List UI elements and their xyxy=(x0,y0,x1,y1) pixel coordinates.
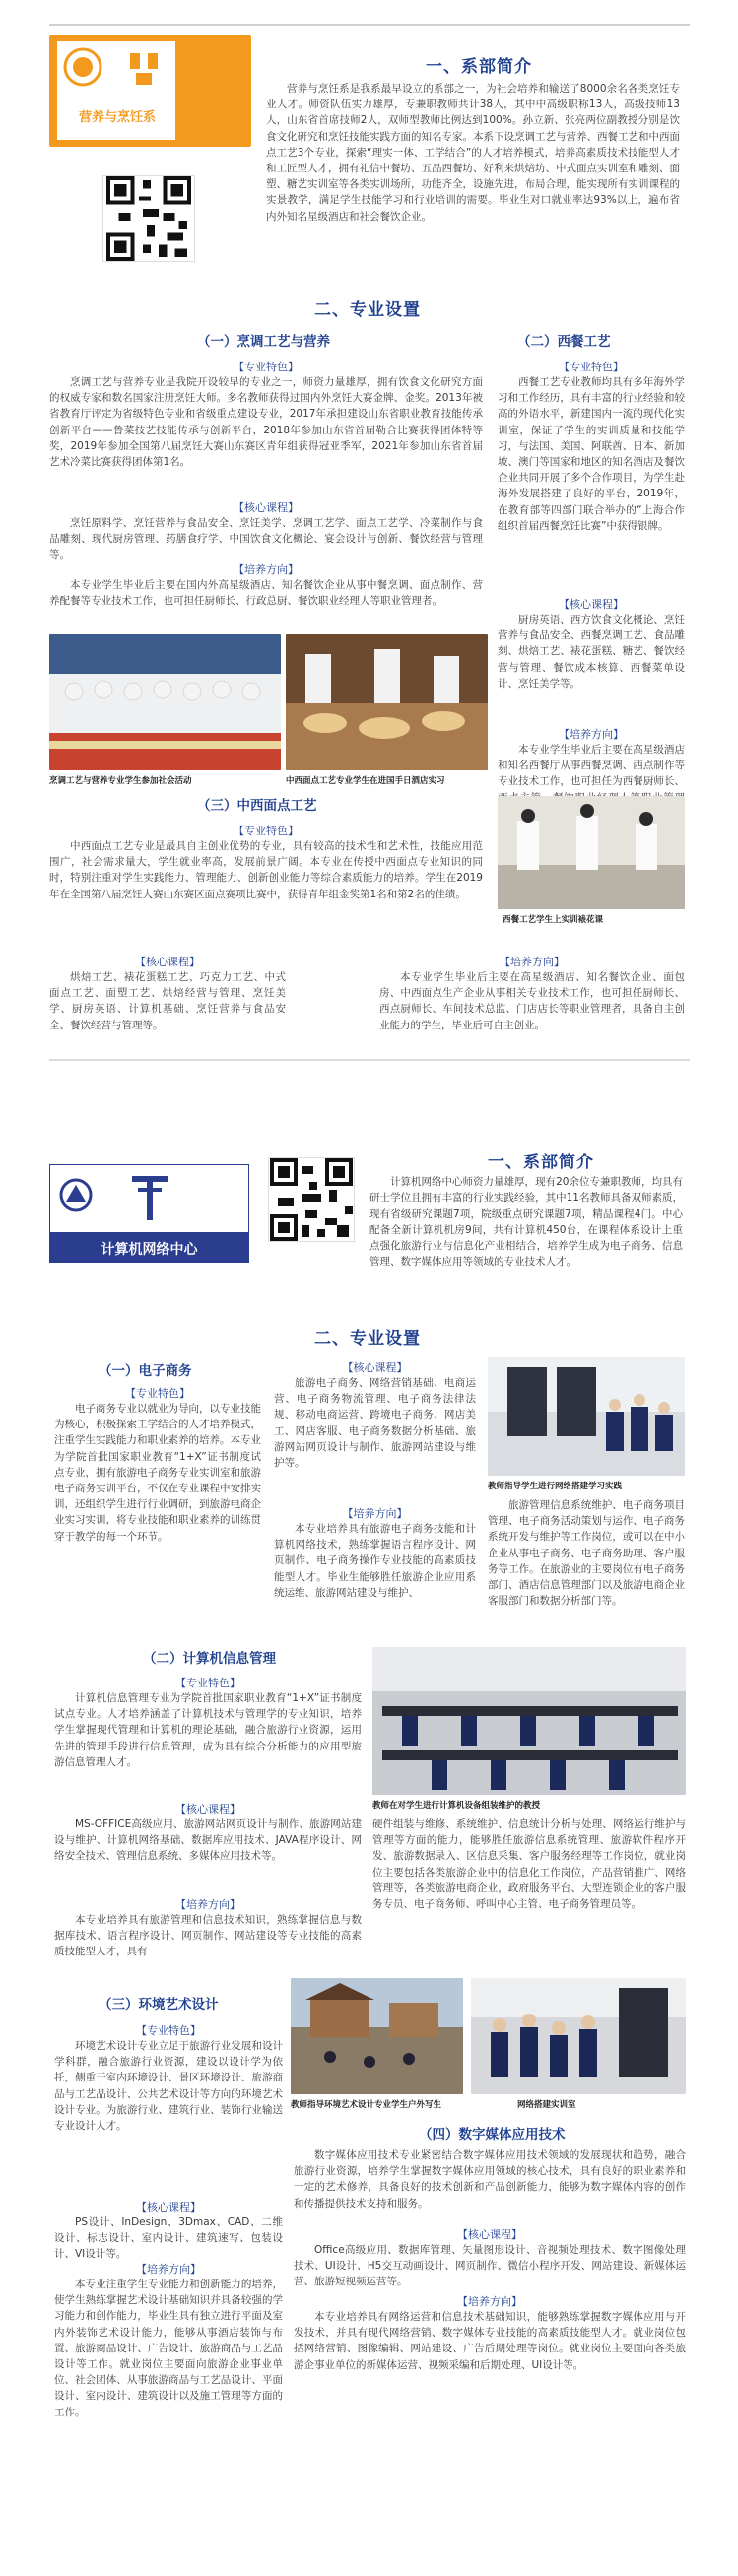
photo-network-practice xyxy=(488,1357,685,1476)
major-courses-text: 旅游电子商务、网络营销基础、电商运营、电子商务物流管理、电子商务法律法规、移动电商运营、跨境电子商务、网店美工、网店客服、电子商务数据分析基础、旅游网站网页设计与制作、旅游网站建设与维护等。 xyxy=(274,1377,476,1470)
photo-outdoor-sketch xyxy=(291,1978,463,2094)
photo-caption: 教师在对学生进行计算机设备组装维护的教授 xyxy=(372,1801,541,1811)
section-title-intro: 一、系部简介 xyxy=(488,1153,594,1171)
logo-text: 计算机网络中心 xyxy=(101,1242,198,1258)
major-career-text: 本专业注重学生专业能力和创新能力的培养，使学生熟练掌握艺术设计基础知识并具备较强的学习能力和创作能力，毕业生具有独立进行平面及室内外装饰艺术设计能力，能够从事酒店装饰与布置、旅游商品设计、广告设计、旅游商品与工艺品设计等工作。就业岗位主要面向旅游企业事业单位、社会团体、从事旅游商品与工艺品设计、平面设计、室内设计、建筑设计以及施工管理等方面的工作。 xyxy=(54,2279,283,2418)
major-title-ecommerce: （一）电子商务 xyxy=(99,1363,192,1378)
dept-intro-text: 计算机网络中心师资力量雄厚，现有20余位专兼职教师，均具有研士学位且拥有丰富的行业实践经验，其中11名教师具备双师素质，现有省级研究课题7项，院级重点研究课题7项，精品课程4门。中心配备全新计算机机房9间，共有计算机450台，在课程体系设计上重点强化旅游行业与信息化产业相结合，培养学生成为电子商务、信息管理、数字媒体应用等领域的专业技术人才。 xyxy=(369,1176,683,1269)
tag-feature: 【专业特色】 xyxy=(175,1677,240,1689)
tag-career: 【培养方向】 xyxy=(175,1898,240,1911)
tag-core-courses: 【核心课程】 xyxy=(342,1361,408,1374)
photo-network-lab xyxy=(471,1978,686,2094)
tag-core-courses: 【核心课程】 xyxy=(559,598,624,611)
major-title-cooking: （一）烹调工艺与营养 xyxy=(197,334,330,349)
major-courses-text: Office高级应用、数据库管理、矢量图形设计、音视频处理技术、数字图像处理技术、UI设计、H5交互动画设计、网页制作、微信小程序开发、网站建设、新媒体运营、旅游短视频运营等。 xyxy=(294,2244,686,2288)
major-title-env-design: （三）环境艺术设计 xyxy=(99,1997,219,2012)
tag-core-courses: 【核心课程】 xyxy=(136,2201,201,2213)
photo-caption: 中西面点工艺专业学生在进国手日酒店实习 xyxy=(286,776,445,786)
photo-cake-class xyxy=(498,796,685,909)
dept-logo-card xyxy=(49,1164,249,1263)
qr-code-icon xyxy=(268,1157,355,1242)
major-career-text: 本专业学生毕业后主要在国内外高星级酒店、知名餐饮企业从事中餐烹调、面点制作、营养配餐等专业技术工作，也可担任厨师长、行政总厨、餐饮职业经理人等职业管理者。 xyxy=(49,579,483,608)
tag-feature: 【专业特色】 xyxy=(136,2024,201,2037)
major-career-text: 本专业学生毕业后主要在高星级酒店、知名餐饮企业、面包房、中西面点生产企业从事相关专业技术工作，也可担任厨师长、西点厨师长、车间技术总监、门店店长等职业管理者，具备自主创业能力的学生，毕业后可自主创业。 xyxy=(379,971,685,1031)
tag-career: 【培养方向】 xyxy=(457,2295,522,2308)
tag-career: 【培养方向】 xyxy=(136,2263,201,2276)
photo-bakery-intern xyxy=(286,634,488,770)
major-career-text-cont: 硬件组装与维修、系统维护、信息统计分析与处理、网络运行维护与管理等方面的能力，能够胜任旅游信息系统管理、旅游软件程序开发、旅游数据录入、区信息采集、客户服务经理等工作岗位，就业岗位主要包括各类旅游企业中的信息化工作岗位，产品营销推广、网络管理等，各类旅游电商企业，政府服务平台、大型连锁企业的客户服务专员、电子商务师、呼叫中心主管、电子商务管理员等。 xyxy=(372,1818,686,1911)
tag-career: 【培养方向】 xyxy=(500,956,565,968)
qr-code-icon xyxy=(102,175,195,262)
tag-career: 【培养方向】 xyxy=(342,1507,408,1520)
emblem-icon xyxy=(63,47,102,87)
tag-feature: 【专业特色】 xyxy=(125,1387,190,1400)
major-courses-text: 烘焙工艺、裱花蛋糕工艺、巧克力工艺、中式面点工艺、面塑工艺、烘焙经营与管理、烹饪美学、厨房英语、计算机基础、烹饪营养与食品安全、餐饮经营与管理等。 xyxy=(49,971,286,1031)
tag-feature: 【专业特色】 xyxy=(234,825,299,837)
top-divider xyxy=(49,24,690,26)
major-feature-text: 烹调工艺与营养专业是我院开设较早的专业之一，师资力量雄厚，拥有饮食文化研究方面的权威专家和数名国家注册烹饪大师。多名教师获得过国内外烹饪大赛金牌、金奖。2013年被省教育厅评定为省级特色专业和省级重点建设专业，2017年承担建设山东省职业教育技能传承创新平台——鲁菜技艺技能传承与创新平台，2018年参加山东省首届勒合比赛获得团体特等奖，2019年参加全国第八届烹饪大赛山东赛区青年组获得冠亚季军，2021年参加山东省首届艺术冷菜比赛获得团体第1名。 xyxy=(49,376,483,469)
section-divider xyxy=(49,1059,690,1061)
major-feature-text: 中西面点工艺专业是最具自主创业优势的专业，具有较高的技术性和艺术性，技能应用范围广，社会需求量大，学生就业率高，发展前景广阔。本专业在传授中西面点专业知识的同时，特别注重对学生实践能力、管理能力、创新创业能力等综合素质能力的培养。学生在2019年在全国第八届烹饪大赛山东赛区面点赛项比赛中，获得青年组金奖第1名和第2名的佳绩。 xyxy=(49,840,483,900)
tag-core-courses: 【核心课程】 xyxy=(457,2228,522,2241)
major-career-text: 本专业培养具有旅游电子商务技能和计算机网络技术，熟练掌握语言程序设计、网页制作、电子商务操作专业技能的高素质技能型人才。毕业生能够胜任旅游企业应用系统运维、旅游网站建设与维护、 xyxy=(274,1523,476,1599)
tag-career: 【培养方向】 xyxy=(234,563,299,576)
major-career-text-cont: 旅游管理信息系统维护、电子商务项目管理、电子商务活动策划与运作、电子商务系统开发与维护等工作岗位，或可以在中小企业从事电子商务、电子商务助理、客户服务等工作。在旅游业的主要岗位有电子商务部门、酒店信息管理部门以及旅游电商企业客服部门和数据分析部门等。 xyxy=(488,1499,685,1608)
dept-intro-text: 营养与烹饪系是我系最早设立的系部之一，为社会培养和输送了8000余名各类烹饪专业人才。师资队伍实力雄厚，专兼职教师共计38人，其中中高级职称13人，高级技师13人，山东省首席技师2人，双师型教师比例达到100%。孙立新、张亮两位副教授分别是饮食文化研究和烹饪技能实践方面的知名专家。本系下设烹调工艺与营养、西餐工艺和中西面点工艺3个专业，探索“理实一体、工学结合”的人才培养模式，培养高素质技术技能型人才和工匠型人才，拥有礼信中餐坊、五品西餐坊、好利来烘焙坊、中式面点实训室和雕刻、面塑、糖艺实训室等各类实训场所，功能齐全，设施先进，布局合理，能实现所有实训课程的实景教学，满足学生技能学习和行业培训的需要。毕业生对口就业率达93%以上，遍布省内外知名星级酒店和社会餐饮企业。 xyxy=(266,83,680,223)
major-title-pastry: （三）中西面点工艺 xyxy=(197,798,317,813)
major-feature-text: 计算机信息管理专业为学院首批国家职业教育“1+X”证书制度试点专业。人才培养涵盖了计算机技术与管理学的专业知识，培养学生掌握现代管理和计算机的理论基础，融合旅游行业资源，运用先进的管理手段进行信息管理，成为具有综合分析能力的应用型旅游信息管理人才。 xyxy=(54,1692,362,1768)
emblem-icon xyxy=(59,1178,93,1212)
major-career-text: 本专业培养具有网络运营和信息技术基础知识，能够熟练掌握数字媒体应用与开发技术，并具有现代网络营销、数字媒体专业技能的高素质技能型人才。就业岗位包括网络营销、图像编辑、网站建设、广告后期处理等岗位。就业岗位主要面向各类旅游企事业单位的新媒体运营、视频采编和后期处理、UI设计等。 xyxy=(294,2311,686,2371)
tag-feature: 【专业特色】 xyxy=(559,361,624,373)
tag-core-courses: 【核心课程】 xyxy=(175,1803,240,1816)
major-feature-text: 西餐工艺专业教师均具有多年海外学习和工作经历，具有丰富的行业经验和较高的外语水平，新建国内一流的现代化实训室，保证了学生的实训质量和技能学习，与法国、美国、阿联酋、日本、新加坡、澳门等国家和地区的知名酒店及餐饮企业共同开展了多个合作项目，为学生赴海外发展搭建了良好的平台，2019年，在教育部等四部门联合举办的“上海合作组织首届西餐烹饪比赛”中获得银牌。 xyxy=(498,376,685,532)
major-feature-text: 环境艺术设计专业立足于旅游行业发展和设计学科群，融合旅游行业资源，建设以设计学为依托，侧重于室内环境设计、景区环境设计、旅游商品与工艺品设计、公共艺术设计等方向的环境艺术设计专业。为旅游行业、建筑行业、装饰行业输送专业设计人才。 xyxy=(54,2040,283,2133)
section-title-intro: 一、系部简介 xyxy=(426,57,532,76)
major-feature-text: 电子商务专业以就业为导向，以专业技能为核心，积极探索工学结合的人才培养模式，注重学生实践能力和职业素养的培养。本专业为学院首批国家职业教育“1+X”证书制度试点专业，拥有旅游电子商务专业实训室和旅游电子商务实训平台，不仅在专业课程中安排实训，还组织学生进行行业调研，到旅游电商企业实习实训，将专业技能和职业素养的训练贯穿于教学的每一个环节。 xyxy=(54,1403,261,1543)
major-feature-text: 数字媒体应用技术专业紧密结合数字媒体应用技术领域的发展现状和趋势，融合旅游行业资源，培养学生掌握数字媒体应用领域的核心技术，具有良好的职业素养和一定的艺术修养，具备良好的技术创新和产品创新能力，能够为数字媒体内容的创作和传播提供技术支持和服务。 xyxy=(294,2149,686,2210)
tag-core-courses: 【核心课程】 xyxy=(135,956,200,968)
tag-core-courses: 【核心课程】 xyxy=(234,501,299,514)
major-title-western: （二）西餐工艺 xyxy=(517,334,611,349)
tag-feature: 【专业特色】 xyxy=(234,361,299,373)
major-courses-text: 厨房英语、西方饮食文化概论、烹饪营养与食品安全、西餐烹调工艺、食品雕刻、烘焙工艺、裱花蛋糕、糖艺、餐饮经营与管理、餐饮成本核算、西餐菜单设计、烹饪美学等。 xyxy=(498,614,685,690)
photo-chefs-event xyxy=(49,634,281,770)
major-title-digital-media: （四）数字媒体应用技术 xyxy=(419,2127,566,2142)
major-courses-text: MS-OFFICE高级应用、旅游网站网页设计与制作、旅游网站建设与维护、计算机网络基础、数据库应用技术、JAVA程序设计、网络安全技术、管理信息系统、多媒体应用技术等。 xyxy=(54,1818,362,1863)
photo-caption: 烹调工艺与营养专业学生参加社会活动 xyxy=(49,776,192,786)
section-title-majors: 二、专业设置 xyxy=(314,300,421,319)
photo-caption: 网络搭建实训室 xyxy=(517,2100,576,2110)
major-title-info-mgmt: （二）计算机信息管理 xyxy=(143,1651,276,1666)
logo-text: 营养与烹饪系 xyxy=(78,110,156,125)
major-courses-text: PS设计、InDesign、3Dmax、CAD、二维设计、标志设计、室内设计、建筑速写、包装设计、VI设计等。 xyxy=(54,2216,283,2261)
major-courses-text: 烹饪原料学、烹饪营养与食品安全、烹饪美学、烹调工艺学、面点工艺学、冷菜制作与食品雕刻、现代厨房管理、药膳食疗学、中国饮食文化概论、宴会设计与创新、餐饮经营与管理等。 xyxy=(49,517,483,561)
tag-career: 【培养方向】 xyxy=(559,728,624,741)
photo-computer-lab xyxy=(372,1647,686,1795)
photo-caption: 西餐工艺学生上实训裱花课 xyxy=(503,915,604,925)
dept-logo-card xyxy=(49,35,251,147)
photo-caption: 教师指导环境艺术设计专业学生户外写生 xyxy=(291,2100,442,2110)
logo-mark-icon xyxy=(130,1174,169,1222)
photo-caption: 教师指导学生进行网络搭建学习实践 xyxy=(488,1482,623,1491)
logo-mark-icon xyxy=(126,49,162,89)
section-title-majors: 二、专业设置 xyxy=(314,1329,421,1348)
major-career-text: 本专业学生毕业后主要在高星级酒店和知名西餐厅从事西餐烹调、西点制作等专业技术工作，也可担任为西餐厨师长、 xyxy=(498,744,685,788)
major-career-text: 本专业培养具有旅游管理和信息技术知识，熟练掌握信息与数据库技术、语言程序设计、网页制作、网站建设等专业技能的高素质技能型人才，具有 xyxy=(54,1914,362,1958)
